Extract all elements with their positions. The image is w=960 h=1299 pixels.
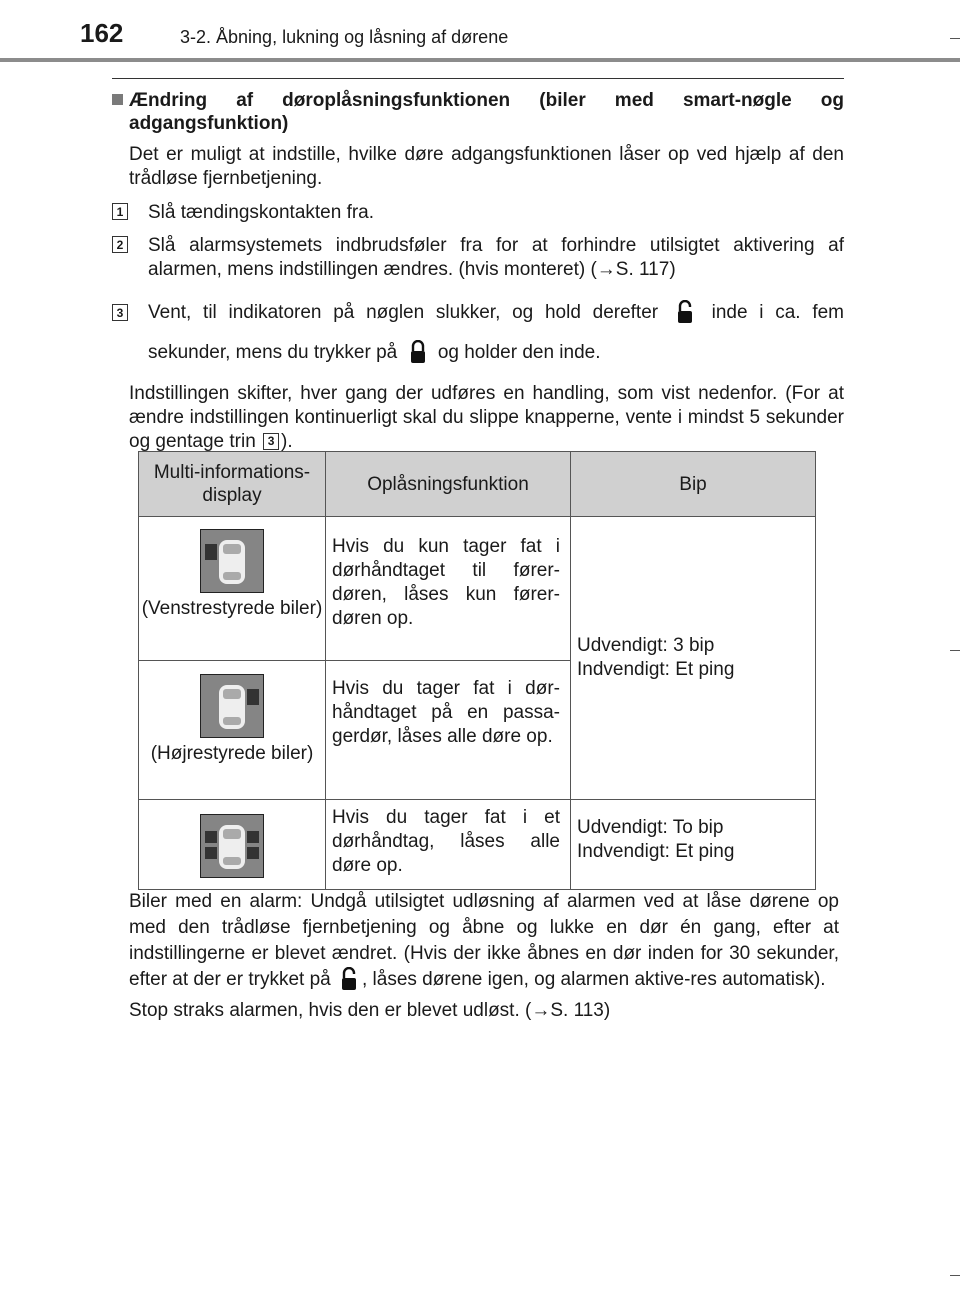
stop-alarm-note: Stop straks alarmen, hvis den er blevet udløst. (→S. 113) (129, 1000, 611, 1021)
step-text-part: Vent, til indikatoren på nøglen slukker, og hold derefter (148, 302, 659, 323)
note-text: Biler med en alarm: Undgå utilsigtet udløsning af alarmen ved at låse dørene op med den trådløse fjernbetjening og åbne og lukke en dør én gang, efter at indstillingerne er blevet ændret. (Hvis der ikke åbnes en dør inden for 30 sekunder, efter at der er trykket på (129, 891, 839, 990)
function-cell: Hvis du tager fat i dør-håndtaget på en passa-gerdør, låses alle døre op. (326, 661, 571, 800)
display-caption: (Højrestyrede biler) (150, 743, 314, 764)
beep-line: Udvendigt: To bip (577, 817, 724, 838)
notes-block (129, 889, 839, 1023)
beep-cell (571, 800, 816, 890)
instruction-text: Indstillingen skifter, hver gang der udføres en handling, som vist nedenfor. (For at ændre indstillingen kontinuerligt skal du slippe knapperne, vente i mindst 5 sekunder og gentage trin (129, 383, 844, 452)
unlock-icon (676, 300, 694, 336)
header-rule (0, 58, 960, 62)
section-title (112, 89, 844, 135)
margin-tick (950, 38, 960, 39)
step-text: Slå tændingskontakten fra. (148, 202, 375, 223)
chapter-title: 3-2. Åbning, lukning og låsning af dørene (180, 27, 509, 47)
beep-line: Udvendigt: 3 bip (577, 635, 715, 656)
display-caption: (Venstrestyrede biler) (141, 598, 323, 619)
step-text: Slå alarmsystemets indbrudsføler fra for at forhindre utilsigtet aktivering af alarmen, mens indstillingen ændres. (hvis monteret) (→S. 117) (148, 235, 844, 280)
table-row (139, 800, 816, 890)
car-driver-door-open-icon (200, 529, 264, 593)
display-cell (139, 661, 326, 800)
page-header (0, 0, 960, 64)
lock-icon (409, 340, 427, 376)
page-number: 162 (80, 18, 124, 48)
function-cell: Hvis du kun tager fat i dørhåndtaget til fører-døren, låses kun fører-døren op. (326, 517, 571, 661)
instruction-text: ). (281, 431, 293, 452)
alarm-note (129, 889, 839, 999)
car-passenger-door-open-icon (200, 674, 264, 738)
beep-line: Indvendigt: Et ping (577, 659, 735, 680)
section-title-text: Ændring af døroplåsningsfunktionen (biler med smart-nøgle og adgangsfunktion) (129, 90, 844, 134)
note-text: , låses dørene igen, og alarmen aktive-res automatisk). (361, 969, 826, 990)
setting-table (138, 451, 816, 890)
section-rule (112, 78, 844, 79)
table-header: Oplåsningsfunktion (326, 452, 571, 517)
step-3 (112, 296, 844, 376)
beep-line: Indvendigt: Et ping (577, 841, 735, 862)
margin-tick (950, 650, 960, 651)
table-row (139, 517, 816, 661)
step-number: 3 (112, 304, 128, 321)
step-text (148, 296, 844, 376)
car-all-doors-open-icon (200, 814, 264, 878)
intro-paragraph: Det er muligt at indstille, hvilke døre adgangsfunktionen låser op ved hjælp af den trådløse fjernbetjening. (129, 144, 844, 189)
step-2 (112, 234, 844, 282)
display-cell (139, 800, 326, 890)
lock-icon (340, 967, 358, 999)
function-cell: Hvis du tager fat i et dørhåndtag, låses alle døre op. (326, 800, 571, 890)
step-text-part: inde i ca. fem sekunder, mens du trykker på (148, 302, 844, 363)
margin-tick (950, 1275, 960, 1276)
step-number: 1 (112, 203, 128, 220)
instruction-paragraph (129, 382, 844, 454)
step-1 (112, 201, 844, 225)
table-header-row (139, 452, 816, 517)
display-cell (139, 517, 326, 661)
main-content (112, 78, 844, 454)
section-marker-icon (112, 94, 123, 105)
step-text-part: og holder den inde. (437, 342, 601, 363)
step-ref-badge: 3 (263, 433, 279, 450)
table-header: Multi-informations-display (139, 452, 326, 517)
beep-cell (571, 517, 816, 800)
step-number: 2 (112, 236, 128, 253)
table-header: Bip (571, 452, 816, 517)
